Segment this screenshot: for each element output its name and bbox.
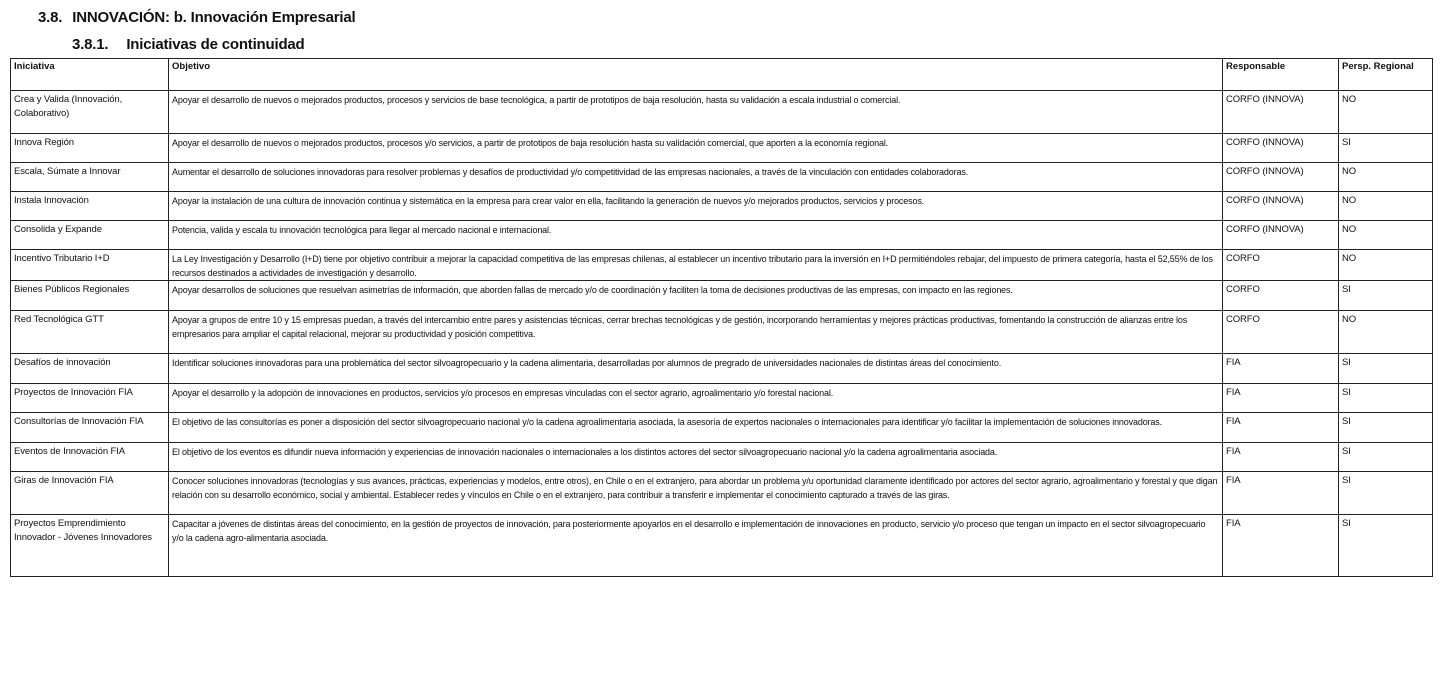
cell-iniciativa: Proyectos de Innovación FIA [11, 384, 169, 413]
section-number: 3.8. [38, 9, 63, 26]
table-row [11, 134, 1433, 163]
subsection-heading [72, 36, 305, 53]
cell-persp-regional: NO [1339, 250, 1433, 281]
table-row [11, 192, 1433, 221]
cell-objetivo: Capacitar a jóvenes de distintas áreas del conocimiento, en la gestión de proyectos de innovación, para posteriormente apoyarlos en el desarrollo e implementación de innovaciones en producto, servicio y/o proceso que tengan un impacto en el sector silvoagropecuario y/o la cadena agro-alimentaria asociada. [169, 515, 1223, 577]
cell-persp-regional: SI [1339, 413, 1433, 443]
table-header-row [11, 59, 1433, 91]
table-row [11, 221, 1433, 250]
table-body [11, 91, 1433, 577]
cell-iniciativa: Consultorías de Innovación FIA [11, 413, 169, 443]
cell-objetivo: Apoyar el desarrollo de nuevos o mejorados productos, procesos y/o servicios, a partir de prototipos de baja resolución hasta su validación comercial, que aporten a la economía regional. [169, 134, 1223, 163]
table-row [11, 281, 1433, 311]
cell-persp-regional: SI [1339, 443, 1433, 472]
cell-iniciativa: Eventos de Innovación FIA [11, 443, 169, 472]
cell-persp-regional: NO [1339, 91, 1433, 134]
cell-iniciativa: Escala, Súmate a Innovar [11, 163, 169, 192]
initiatives-table [10, 58, 1433, 577]
cell-responsable: FIA [1223, 515, 1339, 577]
subsection-title: Iniciativas de continuidad [126, 36, 305, 53]
cell-responsable: CORFO (INNOVA) [1223, 91, 1339, 134]
cell-persp-regional: NO [1339, 163, 1433, 192]
cell-persp-regional: SI [1339, 134, 1433, 163]
cell-objetivo: Conocer soluciones innovadoras (tecnologías y sus avances, prácticas, experiencias y modelos, entre otros), en Chile o en el extranjero, para abordar un problema y/u oportunidad claramente identificado por actores del sector agrario, agroalimentario y forestal y que digan relación con su desarrollo económico, social y ambiental. Establecer redes y vínculos en Chile o en el extranjero, para contribuir a transferir e implementar el conocimiento capturado a través de las giras. [169, 472, 1223, 515]
cell-iniciativa: Instala Innovación [11, 192, 169, 221]
cell-iniciativa: Red Tecnológica GTT [11, 311, 169, 354]
cell-objetivo: Potencia, valida y escala tu innovación tecnológica para llegar al mercado nacional e internacional. [169, 221, 1223, 250]
table-row [11, 250, 1433, 281]
table-row [11, 443, 1433, 472]
section-heading [38, 9, 355, 26]
cell-persp-regional: SI [1339, 384, 1433, 413]
cell-iniciativa: Desafíos de innovación [11, 354, 169, 384]
header-responsable: Responsable [1223, 59, 1339, 91]
cell-persp-regional: SI [1339, 281, 1433, 311]
cell-responsable: FIA [1223, 384, 1339, 413]
table-row [11, 311, 1433, 354]
cell-responsable: FIA [1223, 413, 1339, 443]
header-iniciativa: Iniciativa [11, 59, 169, 91]
cell-iniciativa: Innova Región [11, 134, 169, 163]
table-row [11, 472, 1433, 515]
cell-responsable: CORFO [1223, 311, 1339, 354]
cell-persp-regional: SI [1339, 472, 1433, 515]
cell-objetivo: La Ley Investigación y Desarrollo (I+D) tiene por objetivo contribuir a mejorar la capacidad competitiva de las empresas chilenas, al establecer un incentivo tributario para la inversión en I+D permitiéndoles rebajar, del impuesto de primera categoría, hasta el 52,55% de los recursos destinados a actividades de investigación y desarrollo. [169, 250, 1223, 281]
subsection-number: 3.8.1. [72, 36, 109, 53]
table-row [11, 354, 1433, 384]
table-row [11, 91, 1433, 134]
cell-responsable: FIA [1223, 354, 1339, 384]
section-title: INNOVACIÓN: b. Innovación Empresarial [72, 9, 356, 26]
cell-persp-regional: NO [1339, 311, 1433, 354]
cell-persp-regional: SI [1339, 515, 1433, 577]
cell-iniciativa: Incentivo Tributario I+D [11, 250, 169, 281]
cell-iniciativa: Consolida y Expande [11, 221, 169, 250]
cell-iniciativa: Giras de Innovación FIA [11, 472, 169, 515]
cell-objetivo: Apoyar el desarrollo de nuevos o mejorados productos, procesos y servicios de base tecnológica, a partir de prototipos de baja resolución, hasta su validación a escala industrial o comercial. [169, 91, 1223, 134]
cell-persp-regional: NO [1339, 221, 1433, 250]
cell-responsable: CORFO [1223, 281, 1339, 311]
cell-iniciativa: Bienes Públicos Regionales [11, 281, 169, 311]
table-row [11, 384, 1433, 413]
cell-responsable: CORFO (INNOVA) [1223, 192, 1339, 221]
cell-objetivo: Apoyar el desarrollo y la adopción de innovaciones en productos, servicios y/o procesos en empresas vinculadas con el sector agrario, agroalimentario y/o forestal nacional. [169, 384, 1223, 413]
cell-persp-regional: SI [1339, 354, 1433, 384]
cell-responsable: CORFO (INNOVA) [1223, 134, 1339, 163]
cell-responsable: CORFO (INNOVA) [1223, 163, 1339, 192]
cell-objetivo: Aumentar el desarrollo de soluciones innovadoras para resolver problemas y desafíos de productividad y/o competitividad de las empresas nacionales, a través de la vinculación con entidades colaboradoras. [169, 163, 1223, 192]
cell-responsable: CORFO [1223, 250, 1339, 281]
header-objetivo: Objetivo [169, 59, 1223, 91]
cell-objetivo: Apoyar a grupos de entre 10 y 15 empresas puedan, a través del intercambio entre pares y asistencias técnicas, cerrar brechas tecnológicas y de gestión, incorporando herramientas y mejores prácticas productivas, fomentando la construcción de alianzas entre los empresarios para ampliar el capital relacional, mejorar su productividad y posición competitiva. [169, 311, 1223, 354]
table-row [11, 413, 1433, 443]
cell-objetivo: Apoyar desarrollos de soluciones que resuelvan asimetrías de información, que aborden fallas de mercado y/o de coordinación y faciliten la toma de decisiones productivas de las empresas, con impacto en las regiones. [169, 281, 1223, 311]
table-row [11, 515, 1433, 577]
table-row [11, 163, 1433, 192]
header-persp-regional: Persp. Regional [1339, 59, 1433, 91]
cell-responsable: CORFO (INNOVA) [1223, 221, 1339, 250]
cell-persp-regional: NO [1339, 192, 1433, 221]
cell-responsable: FIA [1223, 443, 1339, 472]
cell-iniciativa: Crea y Valida (Innovación, Colaborativo) [11, 91, 169, 134]
cell-iniciativa: Proyectos Emprendimiento Innovador - Jóvenes Innovadores [11, 515, 169, 577]
cell-responsable: FIA [1223, 472, 1339, 515]
cell-objetivo: Identificar soluciones innovadoras para una problemática del sector silvoagropecuario y la cadena alimentaria, desarrolladas por alumnos de pregrado de universidades nacionales de distintas áreas del conocimiento. [169, 354, 1223, 384]
cell-objetivo: Apoyar la instalación de una cultura de innovación continua y sistemática en la empresa para crear valor en ella, facilitando la generación de nuevos y/o mejorados productos, servicios y procesos. [169, 192, 1223, 221]
cell-objetivo: El objetivo de las consultorías es poner a disposición del sector silvoagropecuario nacional y/o la cadena agroalimentaria asociada, la asesoría de expertos nacionales o internacionales para identificar y/o facilitar la implementación de soluciones innovadoras. [169, 413, 1223, 443]
cell-objetivo: El objetivo de los eventos es difundir nueva información y experiencias de innovación nacionales o internacionales a los distintos actores del sector silvoagropecuario nacional y/o la cadena agroalimentaria asociada. [169, 443, 1223, 472]
